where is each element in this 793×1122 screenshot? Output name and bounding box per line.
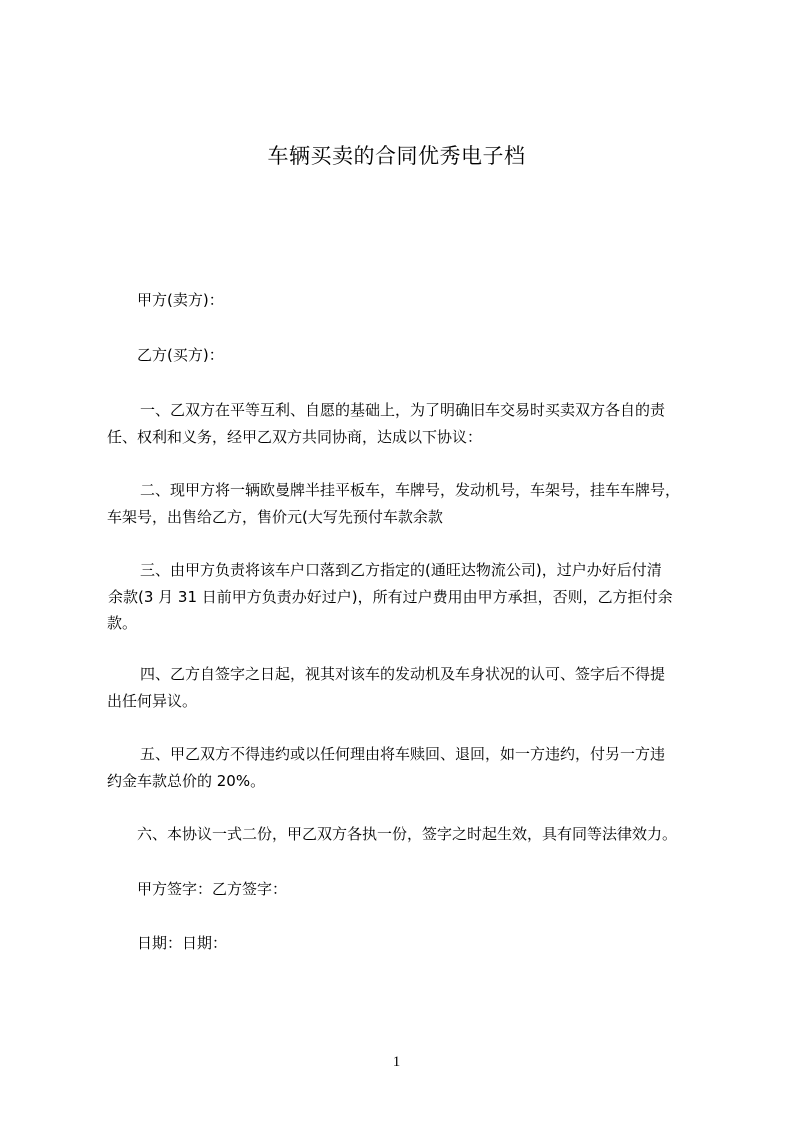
party-a-line: 甲方(卖方)： (137, 291, 224, 309)
clause-line: 四、乙方自签字之日起，视其对该车的发动机及车身状况的认可、签字后不得提 (140, 665, 666, 683)
party-b-line: 乙方(买方)： (137, 346, 224, 364)
clause-line: 任、权利和义务，经甲乙双方共同协商，达成以下协议： (107, 428, 483, 446)
page-number: 1 (392, 1054, 401, 1070)
clause-line: 六、本协议一式二份，甲乙双方各执一份，签字之时起生效，具有同等法律效力。 (137, 825, 678, 843)
clause-line: 二、现甲方将一辆欧曼牌半挂平板车，车牌号，发动机号，车架号，挂车车牌号， (140, 481, 681, 499)
clause-line: 一、乙双方在平等互利、自愿的基础上，为了明确旧车交易时买卖双方各自的责 (140, 401, 666, 419)
document-title: 车辆买卖的合同优秀电子档 (267, 144, 526, 168)
signature-line: 甲方签字：乙方签字： (137, 880, 288, 898)
clause-line: 款。 (107, 614, 138, 632)
date-line: 日期：日期： (137, 934, 228, 952)
clause-line: 五、甲乙双方不得违约或以任何理由将车赎回、退回，如一方违约，付另一方违 (140, 745, 666, 763)
clause-line: 约金车款总价的 20%。 (107, 772, 266, 790)
clause-line: 三、由甲方负责将该车户口落到乙方指定的(通旺达物流公司)，过户办好后付清 (140, 561, 662, 579)
clause-line: 车架号，出售给乙方，售价元(大写先预付车款余款 (107, 508, 443, 526)
clause-line: 出任何异议。 (107, 692, 198, 710)
clause-line: 余款(3 月 31 日前甲方负责办好过户)，所有过户费用由甲方承担，否则，乙方拒付余 (108, 588, 673, 606)
